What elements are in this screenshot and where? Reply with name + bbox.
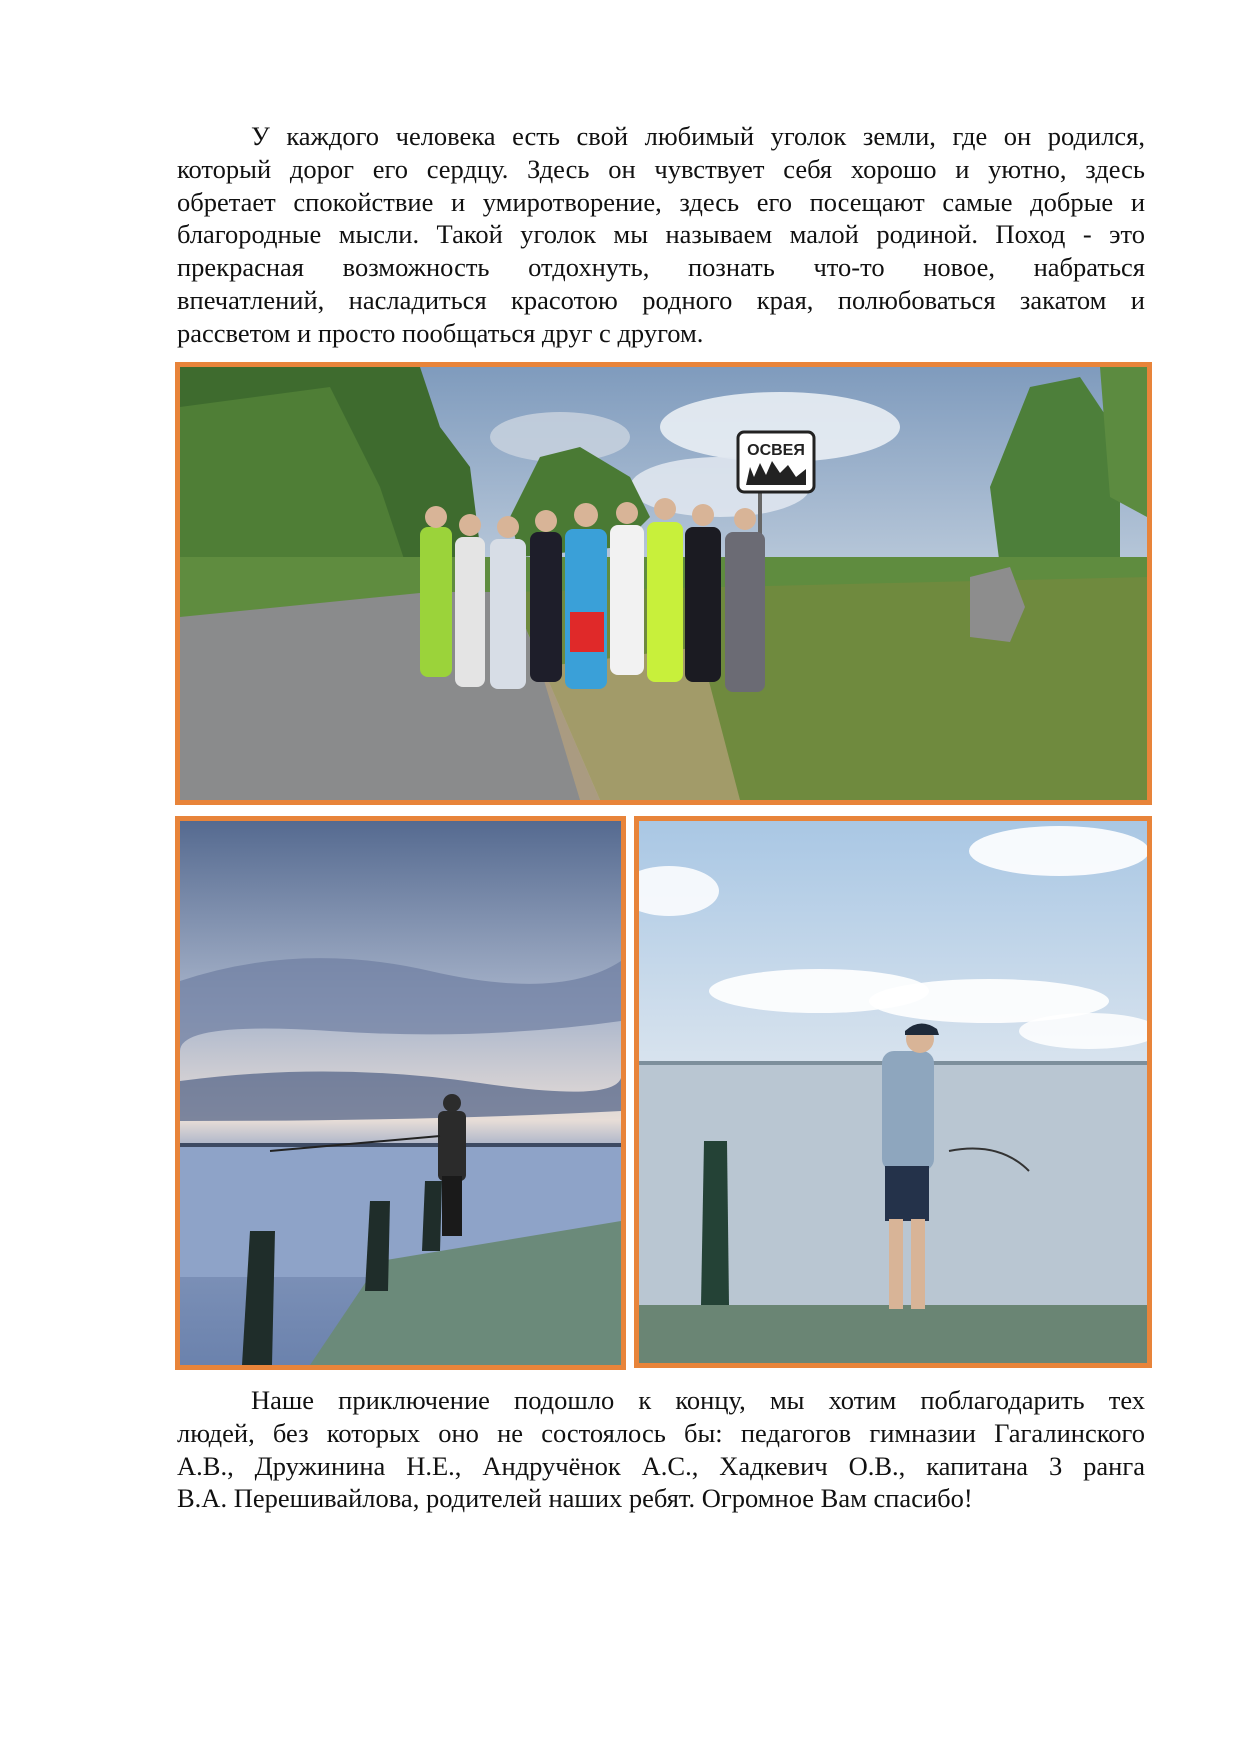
- intro-line: обретает спокойствие и умиротворение, здесь его посещают самые добрые и: [177, 186, 1145, 217]
- closing-line: В.А. Перешивайлова, родителей наших ребят. Огромное Вам спасибо!: [177, 1483, 973, 1514]
- intro-line: благородные мысли. Такой уголок мы называем малой родиной. Поход - это: [177, 219, 1145, 250]
- intro-line: впечатлений, насладиться красотою родного края, полюбоваться закатом и: [177, 284, 1145, 315]
- intro-line: который дорог его сердцу. Здесь он чувствует себя хорошо и уютно, здесь: [177, 153, 1145, 184]
- closing-line: Наше приключение подошло к концу, мы хотим поблагодарить тех: [251, 1385, 1145, 1415]
- intro-line: прекрасная возможность отдохнуть, познать что-то новое, набраться: [177, 252, 1145, 283]
- group-photo: [175, 362, 1152, 805]
- intro-line: рассветом и просто пообщаться друг с другом.: [177, 317, 704, 348]
- intro-line: У каждого человека есть свой любимый уголок земли, где он родился,: [251, 121, 1145, 151]
- closing-line: А.В., Дружинина Н.Е., Андручёнок А.С., Хадкевич О.В., капитана 3 ранга: [177, 1450, 1145, 1481]
- closing-paragraph: [177, 1384, 1145, 1515]
- daytime-fishing-photo: [634, 816, 1152, 1368]
- sunset-fishing-photo: [175, 816, 626, 1370]
- closing-line: людей, без которых оно не состоялось бы: педагогов гимназии Гагалинского: [177, 1417, 1145, 1448]
- intro-paragraph: [177, 120, 1145, 350]
- sign-label: ОСВЕЯ: [747, 442, 805, 459]
